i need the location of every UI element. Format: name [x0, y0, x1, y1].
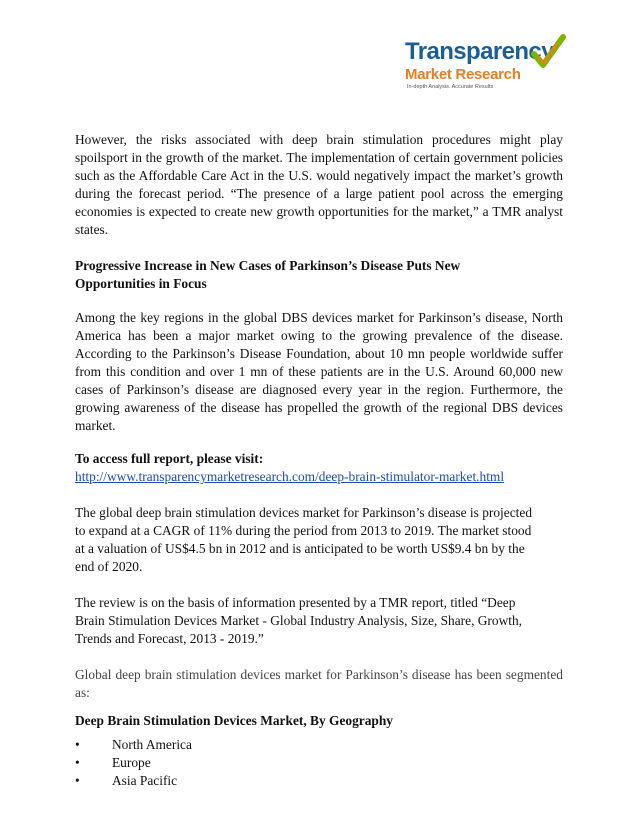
bullet-icon: •	[75, 773, 80, 788]
list-item-label: Europe	[112, 755, 151, 770]
p4-line-3: Trends and Forecast, 2013 - 2019.”	[75, 631, 264, 646]
p4-line-2: Brain Stimulation Devices Market - Global Industry Analysis, Size, Share, Growth,	[75, 613, 523, 628]
list-item	[75, 772, 563, 790]
geography-list	[75, 736, 563, 790]
company-logo	[405, 38, 567, 96]
paragraph-north-america: Among the key regions in the global DBS devices market for Parkinson’s disease, North America has been a major market owing to the growing prevalence of the disease. According to the Parkinson’s Disease Foundation, about 10 mn people worldwide suffer from this condition and over 1 mn of these patients are in the U.S. Around 60,000 new cases of Parkinson’s disease are diagnosed every year in the region. Furthermore, the growing awareness of the disease has propelled the growth of the regional DBS devices market.	[75, 310, 563, 433]
section-heading-geography: Deep Brain Stimulation Devices Market, By Geography	[75, 713, 394, 728]
list-item-label: Asia Pacific	[112, 773, 178, 788]
heading-line-1: Progressive Increase in New Cases of Parkinson’s Disease Puts New	[75, 258, 461, 273]
list-item-label: North America	[112, 737, 192, 752]
paragraph-segmented: Global deep brain stimulation devices market for Parkinson’s disease has been segmented as:	[75, 667, 563, 700]
p3-line-4: end of 2020.	[75, 559, 143, 574]
p3-line-3: at a valuation of US$4.5 bn in 2012 and is anticipated to be worth US$9.4 bn by the	[75, 541, 525, 556]
checkmark-icon	[531, 34, 567, 74]
bullet-icon: •	[75, 737, 80, 752]
access-report-label: To access full report, please visit:	[75, 451, 264, 466]
list-item	[75, 736, 563, 754]
logo-tagline: In-depth Analysis. Accurate Results	[407, 84, 494, 90]
report-link[interactable]: http://www.transparencymarketresearch.com/deep-brain-stimulator-market.html	[75, 469, 505, 484]
heading-line-2: Opportunities in Focus	[75, 276, 207, 291]
document-body	[75, 131, 563, 790]
logo-word-transparency: Transparency	[405, 38, 554, 65]
section-heading-progressive-increase	[75, 257, 563, 293]
p3-line-1: The global deep brain stimulation devices market for Parkinson’s disease is projected	[75, 505, 533, 520]
logo-word-market-research: Market Research	[405, 66, 521, 83]
paragraph-cagr	[75, 504, 563, 576]
p4-line-1: The review is on the basis of information presented by a TMR report, titled “Deep	[75, 595, 516, 610]
bullet-icon: •	[75, 755, 80, 770]
list-item	[75, 754, 563, 772]
paragraph-risks: However, the risks associated with deep brain stimulation procedures might play spoilsport in the growth of the market. The implementation of certain government policies such as the Affordable Care Act in the U.S. would negatively impact the market’s growth during the forecast period. “The presence of a large patient pool across the emerging economies is expected to create new growth opportunities for the market,” a TMR analyst states.	[75, 132, 563, 237]
p3-line-2: to expand at a CAGR of 11% during the period from 2013 to 2019. The market stood	[75, 523, 532, 538]
paragraph-review	[75, 594, 563, 648]
